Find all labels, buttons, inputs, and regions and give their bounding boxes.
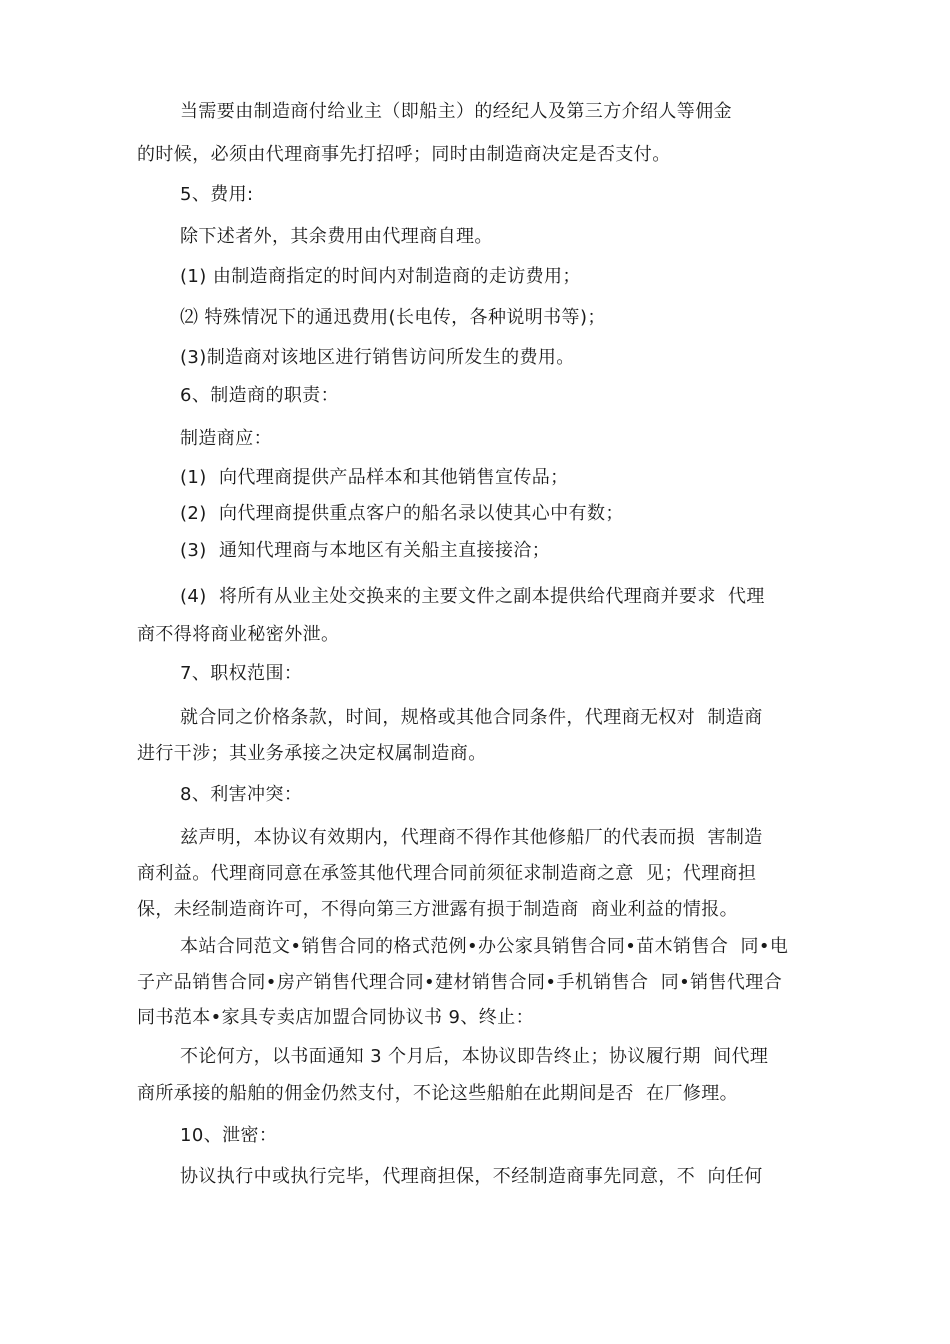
section-heading: 7、职权范围： (180, 663, 303, 684)
list-item: (1) 向代理商提供产品样本和其他销售宣传品； (180, 467, 569, 488)
text-line: 商利益。代理商同意在承签其他代理合同前须征求制造商之意 见；代理商担 (137, 863, 757, 884)
list-item: (1) 由制造商指定的时间内对制造商的走访费用； (180, 266, 581, 287)
list-item: ⑵ 特殊情况下的通迅费用(长电传，各种说明书等)； (180, 307, 606, 328)
text-line: 制造商应： (180, 428, 272, 449)
text-line: 的时候，必须由代理商事先打招呼；同时由制造商决定是否支付。 (137, 144, 671, 165)
list-item: (3) 通知代理商与本地区有关船主直接接洽； (180, 540, 551, 561)
text-line: 兹声明，本协议有效期内，代理商不得作其他修船厂的代表而损 害制造 (180, 827, 763, 848)
text-line: 商所承接的船舶的佣金仍然支付，不论这些船舶在此期间是否 在厂修理。 (137, 1083, 739, 1104)
text-line: 除下述者外，其余费用由代理商自理。 (180, 226, 493, 247)
section-heading: 6、制造商的职责： (180, 385, 340, 406)
text-line: 就合同之价格条款，时间，规格或其他合同条件，代理商无权对 制造商 (180, 707, 763, 728)
text-line: 进行干涉；其业务承接之决定权属制造商。 (137, 743, 487, 764)
section-heading: 10、泄密： (180, 1125, 278, 1146)
text-line: 同书范本•家具专卖店加盟合同协议书 9、终止： (137, 1007, 534, 1028)
list-item: (3)制造商对该地区进行销售访问所发生的费用。 (180, 347, 575, 368)
section-heading: 5、费用: (180, 184, 254, 205)
text-line: 当需要由制造商付给业主（即船主）的经纪人及第三方介绍人等佣金 (180, 101, 732, 122)
text-line: 不论何方，以书面通知 3 个月后，本协议即告终止；协议履行期 间代理 (180, 1046, 769, 1067)
list-item: (4) 将所有从业主处交换来的主要文件之副本提供给代理商并要求 代理 (180, 586, 765, 607)
text-line: 商不得将商业秘密外泄。 (137, 624, 340, 645)
list-item: (2) 向代理商提供重点客户的船名录以使其心中有数； (180, 503, 624, 524)
text-line: 本站合同范文•销售合同的格式范例•办公家具销售合同•苗木销售合 同•电 (180, 936, 789, 957)
text-line: 协议执行中或执行完毕，代理商担保，不经制造商事先同意，不 向任何 (180, 1166, 763, 1187)
section-heading: 8、利害冲突： (180, 784, 303, 805)
text-line: 子产品销售合同•房产销售代理合同•建材销售合同•手机销售合 同•销售代理合 (137, 972, 783, 993)
text-line: 保，未经制造商许可，不得向第三方泄露有损于制造商 商业利益的情报。 (137, 899, 739, 920)
